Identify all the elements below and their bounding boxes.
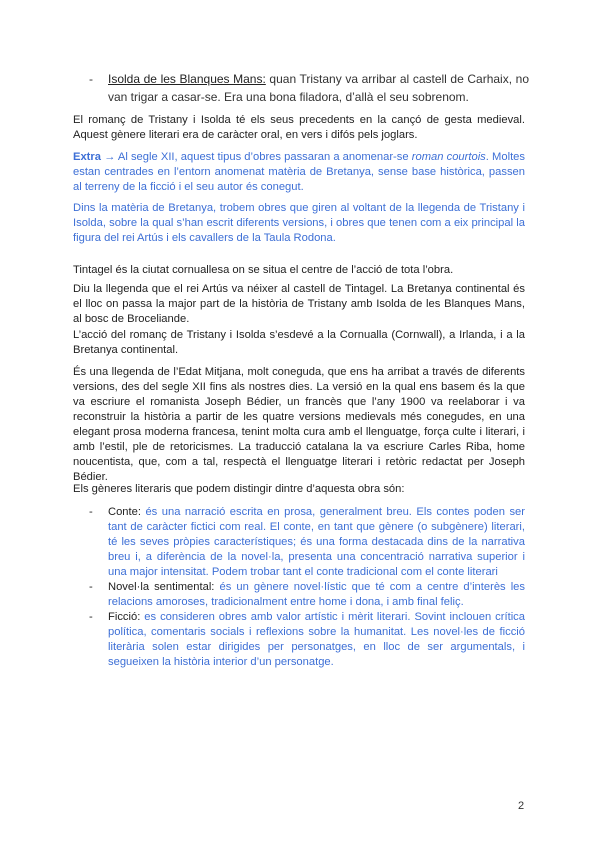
arrow-icon: →: [104, 151, 116, 163]
extra-label: Extra: [73, 151, 101, 163]
top-list-item: [89, 70, 529, 106]
llegenda-paragraph: Diu la llegenda que el rei Artús va néixer al castell de Tintagel. La Bretanya continental és el lloc on passa la major part de la història de Tristany amb Isolda de les Blanques Mans, al bosc de Broceliande.: [73, 283, 525, 325]
list-bullet: -: [89, 72, 93, 86]
tintagel-paragraph: Tintagel és la ciutat cornuallesa on se situa el centre de l’acció de tota l’obra.: [73, 264, 454, 276]
materia-paragraph: Dins la matèria de Bretanya, trobem obres que giren al voltant de la llegenda de Tristany i Isolda, sobre la qual s’han escrit diferents versions, i obres que tenen com a eix principal la figura del rei Artús i els cavallers de la Taula Rodona.: [73, 202, 525, 244]
list-bullet: -: [89, 581, 93, 593]
genre-item-conte: [89, 505, 525, 580]
generes-intro: Els gèneres literaris que podem distingir dintre d’aquesta obra són:: [73, 483, 405, 495]
extra-text-after: . Moltes estan centrades en l’entorn anomenat matèria de Bretanya, sense base històrica, passen al terreny de la ficció i el seu autor és conegut.: [73, 151, 525, 193]
genre-item-novella: [89, 580, 525, 610]
versio-paragraph: És una llegenda de l’Edat Mitjana, molt coneguda, que ens ha arribat a través de diferents versions, des del segle XII fins als nostres dies. La versió en la qual ens basem és la que va escriure el romanista Joseph Bédier, un francès que l’any 1900 va reelaborar i va reconstruir la història a partir de les quatre versions medievals més conegudes, en una elegant prosa moderna francesa, tenint molta cura amb el llenguatge, força culte i literari, i amb l’estil, ple de retoricismes. La traducció catalana la va escriure Carles Riba, home noucentista, que, com a tal, respectà el llenguatge literari i retòric redactat per Joseph Bédier.: [73, 366, 525, 483]
extra-text-before: Al segle XII, aquest tipus d’obres passaran a anomenar-se: [115, 151, 412, 163]
genre-term: Ficció:: [108, 611, 141, 623]
genre-text: és una narració escrita en prosa, generalment breu. Els contes poden ser tant de caràcter fictici com real. El conte, en tant que gènere (o subgènere) literari, té les seves pròpies característiques; és una forma destacada dins de la narrativa breu i, a diferència de la novel·la, presenta una concentració narrativa superior i una major intensitat. Podem trobar tant el conte tradicional com el conte literari: [108, 506, 525, 578]
genre-text: es consideren obres amb valor artístic i mèrit literari. Sovint inclouen crítica política, comentaris socials i reflexions sobre la humanitat. Les novel·les de ficció literària solen estar dirigides per personatges, en lloc de ser argumentals, i segueixen la història interior d’un personatge.: [108, 611, 525, 668]
genres-list: [89, 505, 525, 670]
genre-term: Novel·la sentimental:: [108, 581, 215, 593]
list-bullet: -: [89, 506, 93, 518]
extra-italic-term: roman courtois: [411, 151, 486, 163]
page-number: 2: [518, 800, 525, 812]
list-text: quan Tristany va arribar al castell de Carhaix, no van trigar a casar-se. Era una bona filadora, d’allà el seu sobrenom.: [108, 72, 530, 104]
genre-item-ficcio: [89, 610, 525, 670]
list-bullet: -: [89, 611, 93, 623]
list-term: Isolda de les Blanques Mans:: [108, 72, 266, 86]
genre-text: és un gènere novel·lístic que té com a centre d’interès les relacions amoroses, tradicionalment entre home i dona, i amb final feliç.: [108, 581, 525, 608]
intro-paragraph: El romanç de Tristany i Isolda té els seus precedents en la cançó de gesta medieval. Aquest gènere literari era de caràcter oral, en vers i difós pels joglars.: [73, 114, 525, 141]
extra-note: [73, 150, 525, 195]
genre-term: Conte:: [108, 506, 141, 518]
accio-paragraph: L’acció del romanç de Tristany i Isolda s’esdevé a la Cornualla (Cornwall), a Irlanda, i a la Bretanya continental.: [73, 329, 525, 356]
